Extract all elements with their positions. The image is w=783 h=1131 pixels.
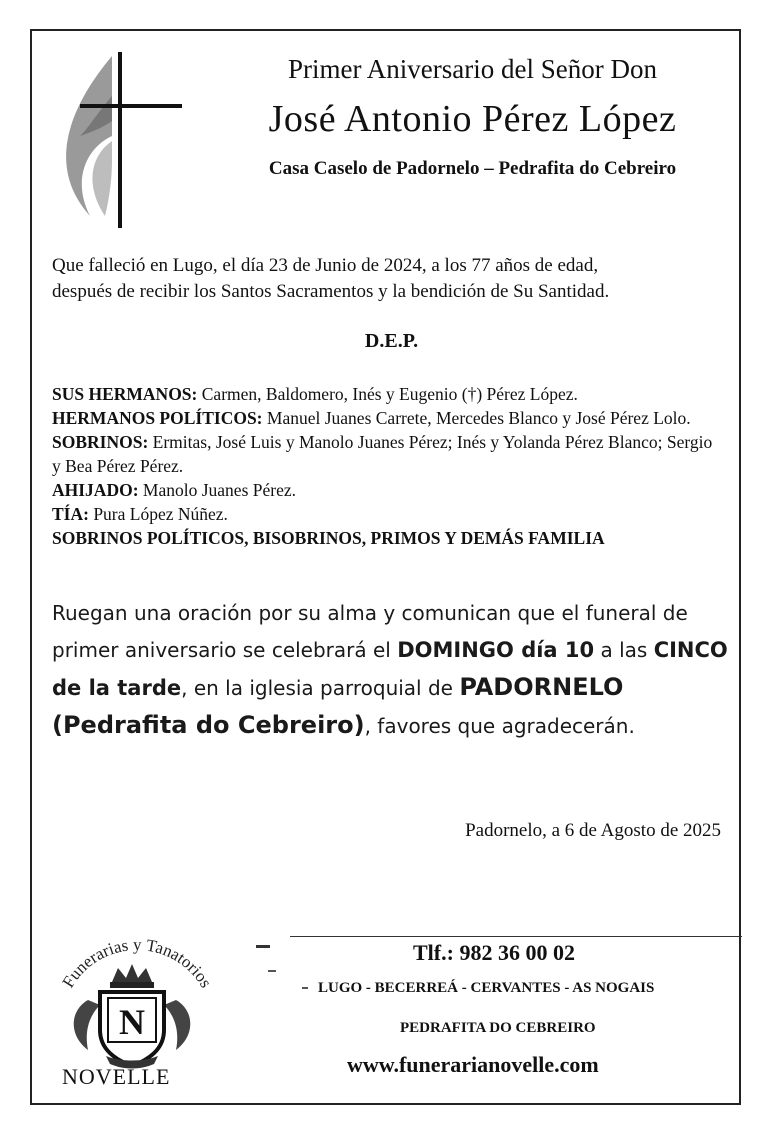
funeral-part-2: a las (594, 638, 654, 662)
funeral-day: DOMINGO día 10 (397, 638, 595, 662)
intro-line-1: Que falleció en Lugo, el día 23 de Junio de 2024, a los 77 años de edad, (52, 255, 599, 276)
family-brothers (52, 382, 720, 406)
funeral-paragraph (52, 595, 732, 745)
funeral-part-1: Ruegan una oración por su alma y comunican que el funeral de primer aniversario se celebrará el (52, 601, 688, 662)
pre-title: Primer Aniversario del Señor Don (288, 54, 657, 84)
phone-number: Tlf.: 982 36 00 02 (413, 940, 575, 965)
nephews-text: Ermitas, José Luis y Manolo Juanes Pérez; Inés y Yolanda Pérez Blanco; Sergio y Bea Pérez Pérez. (52, 432, 713, 476)
date-line: Padornelo, a 6 de Agosto de 2025 (465, 820, 721, 841)
funeral-place: PADORNELO (Pedrafita do Cebreiro) (52, 673, 624, 739)
footer-mark (256, 945, 270, 948)
brothers-text: Carmen, Baldomero, Inés y Eugenio (†) Pérez López. (197, 384, 578, 404)
aunt-text: Pura López Núñez. (88, 504, 228, 524)
house-line: Casa Caselo de Padornelo – Pedrafita do Cebreiro (268, 158, 677, 179)
family-closing (52, 526, 720, 550)
funeral-part-3: , en la iglesia parroquial de (181, 676, 460, 700)
emblem-letter: N (119, 1002, 145, 1042)
intro-paragraph (52, 253, 732, 305)
intro-line-2: después de recibir los Santos Sacramentos y la bendición de Su Santidad. (52, 281, 610, 302)
inlaws-label: HERMANOS POLÍTICOS: (52, 408, 263, 428)
family-nephews (52, 430, 720, 478)
footer-mark (268, 970, 276, 972)
footer-divider (290, 936, 742, 937)
inlaws-text: Manuel Juanes Carrete, Mercedes Blanco y José Pérez Lolo. (262, 408, 691, 428)
closing-text: SOBRINOS POLÍTICOS, BISOBRINOS, PRIMOS Y DEMÁS FAMILIA (52, 528, 605, 548)
towns-line: LUGO - BECERREÁ - CERVANTES - AS NOGAIS (318, 980, 655, 996)
footer-mark (302, 987, 308, 989)
family-aunt (52, 502, 720, 526)
deceased-name: José Antonio Pérez López (268, 98, 677, 140)
godson-label: AHIJADO: (52, 480, 139, 500)
family-inlaws (52, 406, 720, 430)
pedrafita-line: PEDRAFITA DO CEBREIRO (400, 1020, 596, 1036)
header (200, 50, 745, 180)
family-godson (52, 478, 720, 502)
nephews-label: SOBRINOS: (52, 432, 149, 452)
emblem-name: NOVELLE (62, 1064, 171, 1089)
funeral-part-4: , favores que agradecerán. (364, 714, 635, 738)
dep-heading: D.E.P. (364, 330, 419, 352)
website: www.funerarianovelle.com (347, 1052, 599, 1077)
godson-text: Manolo Juanes Pérez. (138, 480, 296, 500)
funeral-time: CINCO de la tarde (52, 638, 728, 700)
brothers-label: SUS HERMANOS: (52, 384, 198, 404)
family-list (52, 382, 720, 550)
emblem-arc-text: Funerarias y Tanatorios (58, 934, 216, 991)
aunt-label: TÍA: (52, 504, 89, 524)
cross-flame-icon (50, 46, 186, 232)
